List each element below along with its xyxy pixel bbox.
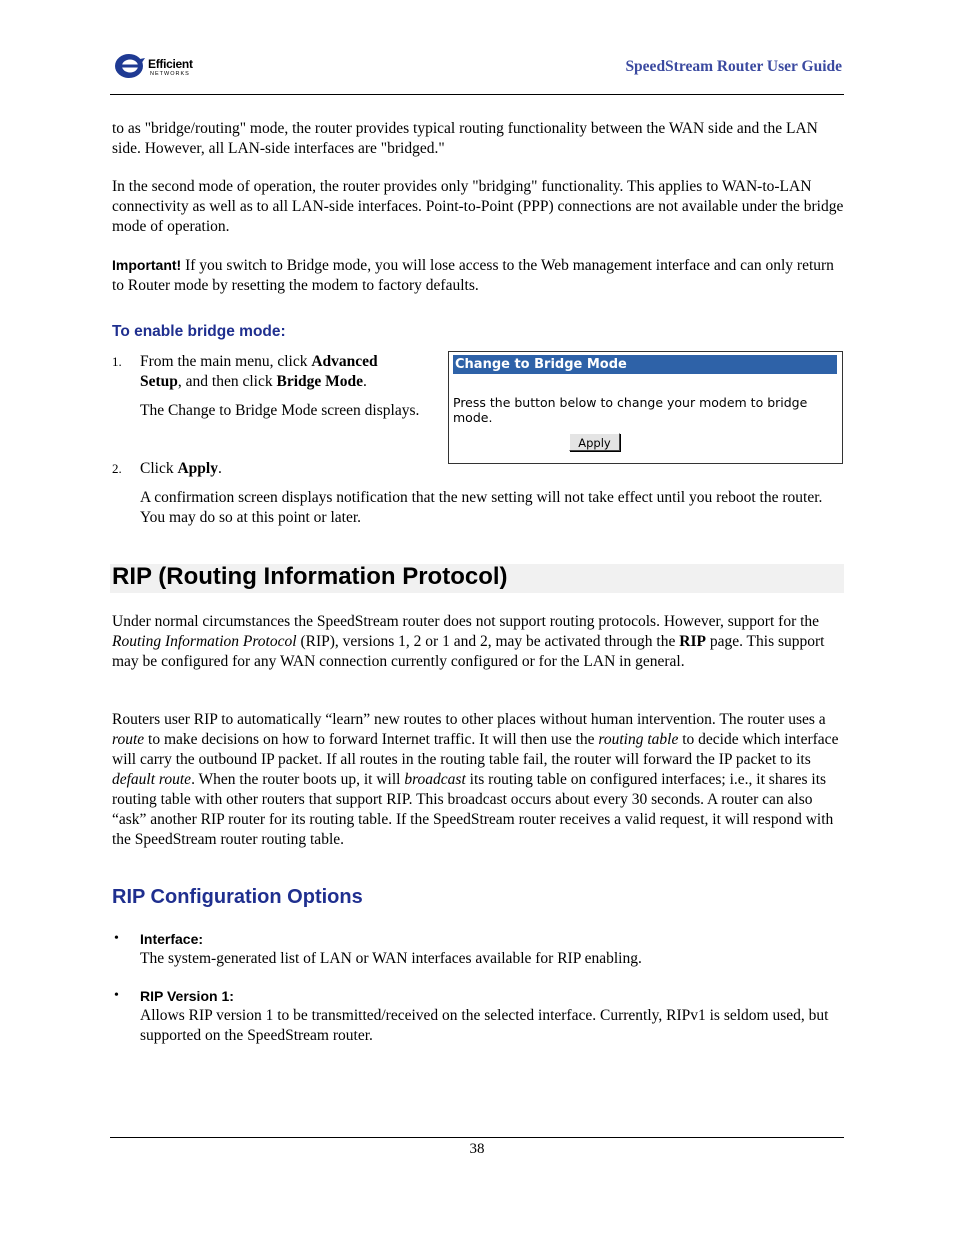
logo-wordmark: Efficient [148, 57, 193, 71]
header-rule [110, 94, 844, 95]
rip-paragraph-1: Under normal circumstances the SpeedStream router does not support routing protocols. However, support for the Routing Information Protocol (RIP), versions 1, 2 or 1 and 2, may be activated through the RIP page. This support may be configured for any WAN connection currently configured or for the LAN in general. [112, 613, 825, 670]
step-1-note: The Change to Bridge Mode screen displays. [140, 402, 420, 419]
option-text-interface: The system-generated list of LAN or WAN interfaces available for RIP enabling. [140, 950, 642, 967]
subsection-heading-rip-options: RIP Configuration Options [112, 886, 363, 908]
logo-subtitle: NETWORKS [150, 71, 190, 77]
option-text-rip-v1: Allows RIP version 1 to be transmitted/received on the selected interface. Currently, RIPv1 is seldom used, but supported on the SpeedStream router. [140, 1007, 829, 1044]
option-label-interface: Interface: [140, 931, 204, 947]
footer-rule [110, 1137, 844, 1138]
screenshot-title-bar: Change to Bridge Mode [453, 355, 837, 374]
apply-button[interactable]: Apply [569, 433, 620, 451]
section-heading-rip: RIP (Routing Information Protocol) [112, 563, 508, 590]
step-2-text: Click Apply. [140, 460, 222, 477]
procedure-heading: To enable bridge mode: [112, 323, 286, 340]
important-note [112, 255, 844, 296]
paragraph-bridge-mode: In the second mode of operation, the router provides only "bridging" functionality. This applies to WAN-to-LAN connectivity as well as to all LAN-side interfaces. Point-to-Point (PPP) connections are not available under the bridge mode of operation. [112, 178, 844, 235]
header-title: SpeedStream Router User Guide [625, 58, 842, 75]
step-2-number: 2. [112, 461, 122, 476]
important-label: Important! [112, 257, 182, 273]
bridge-mode-ref: Bridge Mode [276, 373, 364, 390]
rip-paragraph-2: Routers user RIP to automatically “learn” new routes to other places without human intervention. The router uses a route to make decisions on how to forward Internet traffic. It will then use the routing table to decide which interface will carry the outbound IP packet. If all routes in the routing table fail, the router will forward the IP packet to its default route. When the router boots up, it will broadcast its routing table on configured interfaces; i.e., it shares its routing table with other routers that support RIP. This broadcast occurs about every 30 seconds. A router can also “ask” another RIP router for its routing table. If the SpeedStream router receives a valid request, it will respond with the SpeedStream router routing table. [112, 711, 839, 848]
advanced-setup-ref: Advanced Setup [140, 353, 378, 390]
screenshot-instruction: Press the button below to change your modem to bridge mode. [453, 395, 808, 425]
efficient-networks-logo-icon [113, 52, 147, 80]
bullet-icon: • [114, 988, 119, 1003]
important-text: If you switch to Bridge mode, you will lose access to the Web management interface and can only return to Router mode by resetting the modem to factory defaults. [112, 257, 834, 294]
step-1-text: From the main menu, click Advanced Setup, and then click Bridge Mode. [140, 353, 378, 390]
bridge-mode-screenshot [448, 351, 843, 464]
apply-ref: Apply [177, 460, 218, 477]
option-label-rip-v1: RIP Version 1: [140, 988, 234, 1004]
step-2-note: A confirmation screen displays notification that the new setting will not take effect until you reboot the router. You may do so at this point or later. [140, 489, 823, 526]
step-1-number: 1. [112, 354, 122, 369]
page-number: 38 [469, 1141, 485, 1157]
bullet-icon: • [114, 931, 119, 946]
paragraph-bridge-routing: to as "bridge/routing" mode, the router provides typical routing functionality between the WAN side and the LAN side. However, all LAN-side interfaces are "bridged." [112, 120, 818, 157]
